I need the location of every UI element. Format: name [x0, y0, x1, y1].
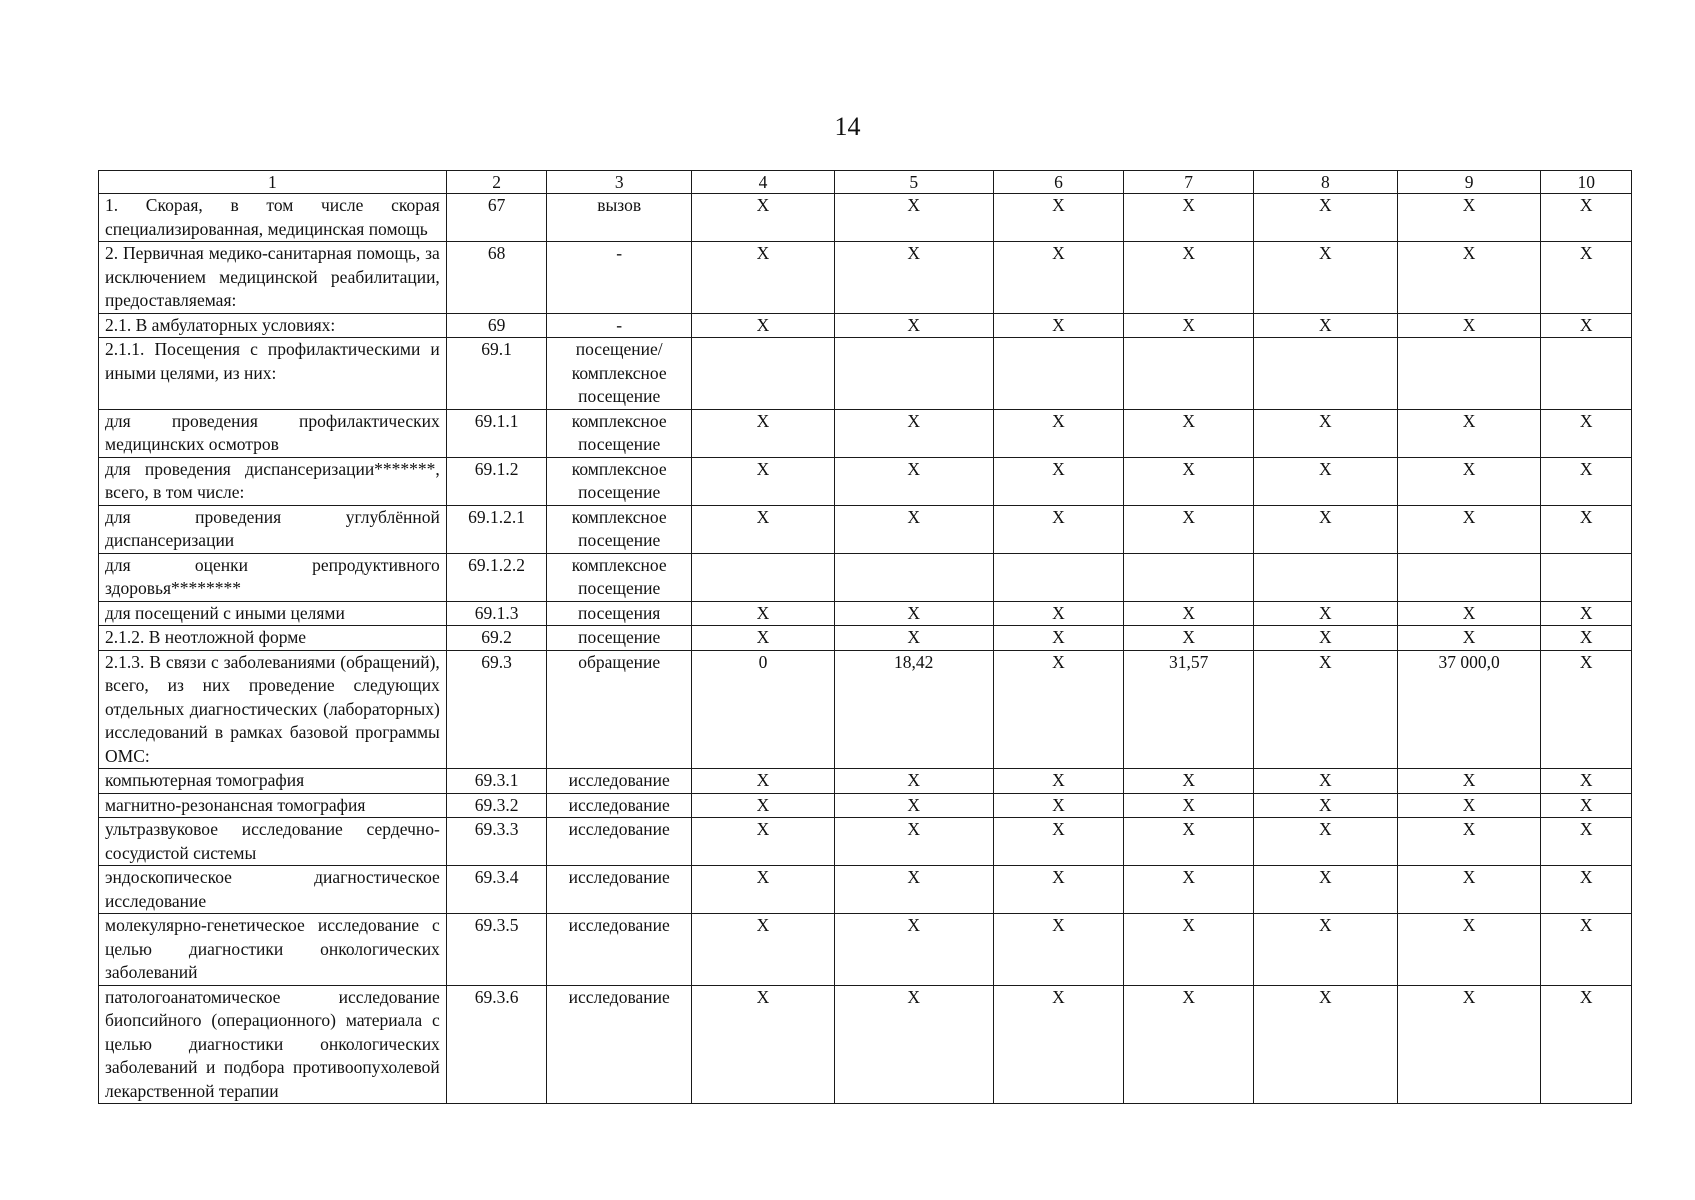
- row-value-cell: Х: [1253, 194, 1397, 242]
- row-name-cell: ультразвуковое исследование сердечно-сосудистой системы: [99, 818, 447, 866]
- row-code-cell: 69.3.2: [446, 793, 547, 818]
- row-value-cell: Х: [1124, 914, 1254, 986]
- row-value-cell: Х: [692, 313, 835, 338]
- row-name-cell: 2.1. В амбулаторных условиях:: [99, 313, 447, 338]
- row-value-cell: 31,57: [1124, 650, 1254, 769]
- row-name-cell: для посещений с иными целями: [99, 601, 447, 626]
- row-value-cell: Х: [1124, 409, 1254, 457]
- row-value-cell: Х: [1253, 601, 1397, 626]
- row-name-cell: молекулярно-генетическое исследование с целью диагностики онкологических заболеваний: [99, 914, 447, 986]
- row-value-cell: Х: [1253, 914, 1397, 986]
- row-name-cell: для проведения профилактических медицинских осмотров: [99, 409, 447, 457]
- row-code-cell: 69: [446, 313, 547, 338]
- row-unit-cell: комплексное посещение: [547, 409, 692, 457]
- row-value-cell: [834, 338, 993, 410]
- table-row: [99, 650, 1632, 769]
- row-value-cell: Х: [1541, 505, 1632, 553]
- table-row: [99, 409, 1632, 457]
- row-value-cell: Х: [692, 985, 835, 1104]
- row-value-cell: Х: [1124, 505, 1254, 553]
- column-number: 10: [1541, 171, 1632, 194]
- row-name-cell: патологоанатомическое исследование биопсийного (операционного) материала с целью диагностики онкологических заболеваний и подбора противоопухолевой лекарственной терапии: [99, 985, 447, 1104]
- row-value-cell: [1397, 553, 1541, 601]
- row-value-cell: Х: [993, 866, 1124, 914]
- row-code-cell: 68: [446, 242, 547, 314]
- row-value-cell: [1397, 338, 1541, 410]
- row-value-cell: Х: [1541, 985, 1632, 1104]
- row-value-cell: Х: [1124, 626, 1254, 651]
- table-row: [99, 793, 1632, 818]
- row-code-cell: 69.1.2.1: [446, 505, 547, 553]
- row-value-cell: Х: [1124, 818, 1254, 866]
- row-value-cell: Х: [1397, 457, 1541, 505]
- row-name-cell: 1. Скорая, в том числе скорая специализированная, медицинская помощь: [99, 194, 447, 242]
- row-value-cell: Х: [1124, 985, 1254, 1104]
- table-row: [99, 985, 1632, 1104]
- row-value-cell: Х: [1253, 242, 1397, 314]
- row-unit-cell: исследование: [547, 818, 692, 866]
- row-code-cell: 69.3.1: [446, 769, 547, 794]
- row-value-cell: Х: [1253, 769, 1397, 794]
- row-value-cell: Х: [1397, 793, 1541, 818]
- column-number: 5: [834, 171, 993, 194]
- row-unit-cell: посещения: [547, 601, 692, 626]
- row-unit-cell: исследование: [547, 793, 692, 818]
- table-row: [99, 457, 1632, 505]
- row-name-cell: для оценки репродуктивного здоровья********: [99, 553, 447, 601]
- row-value-cell: Х: [834, 914, 993, 986]
- row-unit-cell: вызов: [547, 194, 692, 242]
- row-value-cell: Х: [993, 457, 1124, 505]
- row-value-cell: [834, 553, 993, 601]
- column-number: 6: [993, 171, 1124, 194]
- table-row: [99, 601, 1632, 626]
- row-value-cell: Х: [834, 793, 993, 818]
- row-name-cell: магнитно-резонансная томография: [99, 793, 447, 818]
- row-value-cell: Х: [1397, 601, 1541, 626]
- row-value-cell: Х: [692, 769, 835, 794]
- row-value-cell: Х: [834, 866, 993, 914]
- column-number: 7: [1124, 171, 1254, 194]
- row-value-cell: Х: [692, 194, 835, 242]
- page-number: 14: [834, 112, 861, 141]
- row-name-cell: 2. Первичная медико-санитарная помощь, за исключением медицинской реабилитации, предоставляемая:: [99, 242, 447, 314]
- row-value-cell: Х: [993, 985, 1124, 1104]
- row-code-cell: 69.1.3: [446, 601, 547, 626]
- row-unit-cell: обращение: [547, 650, 692, 769]
- row-value-cell: Х: [1397, 769, 1541, 794]
- row-unit-cell: комплексное посещение: [547, 505, 692, 553]
- row-value-cell: Х: [692, 866, 835, 914]
- row-value-cell: Х: [993, 601, 1124, 626]
- row-code-cell: 69.1.1: [446, 409, 547, 457]
- row-value-cell: Х: [692, 601, 835, 626]
- row-unit-cell: комплексное посещение: [547, 457, 692, 505]
- row-unit-cell: исследование: [547, 769, 692, 794]
- row-value-cell: Х: [1397, 242, 1541, 314]
- row-value-cell: Х: [1541, 409, 1632, 457]
- row-code-cell: 69.3: [446, 650, 547, 769]
- row-value-cell: Х: [1253, 409, 1397, 457]
- row-name-cell: 2.1.1. Посещения с профилактическими и иными целями, из них:: [99, 338, 447, 410]
- table-row: [99, 553, 1632, 601]
- row-value-cell: Х: [692, 505, 835, 553]
- row-value-cell: Х: [1253, 818, 1397, 866]
- row-value-cell: Х: [1541, 866, 1632, 914]
- row-value-cell: Х: [1541, 818, 1632, 866]
- row-value-cell: Х: [1124, 769, 1254, 794]
- row-value-cell: Х: [834, 601, 993, 626]
- column-number: 3: [547, 171, 692, 194]
- row-value-cell: Х: [1253, 985, 1397, 1104]
- row-code-cell: 69.1.2.2: [446, 553, 547, 601]
- column-number: 1: [99, 171, 447, 194]
- table-row: [99, 914, 1632, 986]
- column-number: 8: [1253, 171, 1397, 194]
- row-value-cell: Х: [1397, 313, 1541, 338]
- row-unit-cell: -: [547, 242, 692, 314]
- table-row: [99, 866, 1632, 914]
- row-value-cell: Х: [834, 985, 993, 1104]
- row-unit-cell: посещение/ комплексное посещение: [547, 338, 692, 410]
- row-value-cell: Х: [1253, 650, 1397, 769]
- row-value-cell: 37 000,0: [1397, 650, 1541, 769]
- row-value-cell: Х: [692, 914, 835, 986]
- row-unit-cell: исследование: [547, 985, 692, 1104]
- row-value-cell: [1541, 553, 1632, 601]
- row-name-cell: эндоскопическое диагностическое исследование: [99, 866, 447, 914]
- row-code-cell: 69.3.4: [446, 866, 547, 914]
- row-name-cell: 2.1.2. В неотложной форме: [99, 626, 447, 651]
- column-number-row: [99, 171, 1632, 194]
- row-value-cell: Х: [993, 505, 1124, 553]
- row-code-cell: 69.3.6: [446, 985, 547, 1104]
- row-value-cell: [1541, 338, 1632, 410]
- row-value-cell: Х: [993, 650, 1124, 769]
- row-value-cell: Х: [1124, 313, 1254, 338]
- column-number: 2: [446, 171, 547, 194]
- row-value-cell: Х: [1124, 866, 1254, 914]
- row-code-cell: 69.1: [446, 338, 547, 410]
- row-value-cell: Х: [834, 242, 993, 314]
- row-unit-cell: исследование: [547, 866, 692, 914]
- row-value-cell: [1253, 338, 1397, 410]
- row-value-cell: Х: [834, 313, 993, 338]
- row-value-cell: Х: [1541, 242, 1632, 314]
- row-value-cell: Х: [1397, 818, 1541, 866]
- row-value-cell: Х: [1253, 793, 1397, 818]
- row-code-cell: 69.3.5: [446, 914, 547, 986]
- row-value-cell: Х: [1397, 409, 1541, 457]
- row-value-cell: Х: [834, 769, 993, 794]
- table-row: [99, 338, 1632, 410]
- row-value-cell: Х: [1253, 866, 1397, 914]
- row-value-cell: Х: [1124, 601, 1254, 626]
- row-name-cell: для проведения диспансеризации*******, всего, в том числе:: [99, 457, 447, 505]
- table-row: [99, 626, 1632, 651]
- row-value-cell: Х: [993, 626, 1124, 651]
- row-value-cell: 18,42: [834, 650, 993, 769]
- row-value-cell: Х: [1253, 505, 1397, 553]
- row-value-cell: Х: [692, 409, 835, 457]
- row-value-cell: Х: [1397, 866, 1541, 914]
- row-value-cell: Х: [993, 409, 1124, 457]
- row-value-cell: Х: [1541, 650, 1632, 769]
- row-name-cell: 2.1.3. В связи с заболеваниями (обращений), всего, из них проведение следующих отдельных диагностических (лабораторных) исследований в рамках базовой программы ОМС:: [99, 650, 447, 769]
- row-value-cell: Х: [1124, 457, 1254, 505]
- row-value-cell: Х: [1397, 985, 1541, 1104]
- row-code-cell: 67: [446, 194, 547, 242]
- row-value-cell: Х: [1397, 194, 1541, 242]
- row-value-cell: Х: [1397, 626, 1541, 651]
- row-value-cell: Х: [692, 793, 835, 818]
- row-value-cell: Х: [993, 242, 1124, 314]
- row-value-cell: [1124, 553, 1254, 601]
- row-value-cell: Х: [1397, 914, 1541, 986]
- row-unit-cell: комплексное посещение: [547, 553, 692, 601]
- row-value-cell: Х: [1541, 601, 1632, 626]
- row-value-cell: Х: [1253, 457, 1397, 505]
- row-value-cell: [993, 553, 1124, 601]
- row-value-cell: Х: [993, 818, 1124, 866]
- row-value-cell: Х: [834, 818, 993, 866]
- row-unit-cell: посещение: [547, 626, 692, 651]
- row-value-cell: Х: [993, 793, 1124, 818]
- row-code-cell: 69.3.3: [446, 818, 547, 866]
- row-value-cell: Х: [1124, 242, 1254, 314]
- row-value-cell: Х: [1397, 505, 1541, 553]
- row-value-cell: [1124, 338, 1254, 410]
- row-value-cell: Х: [834, 409, 993, 457]
- column-number: 4: [692, 171, 835, 194]
- row-value-cell: Х: [993, 313, 1124, 338]
- row-unit-cell: -: [547, 313, 692, 338]
- table-row: [99, 313, 1632, 338]
- row-code-cell: 69.1.2: [446, 457, 547, 505]
- column-number: 9: [1397, 171, 1541, 194]
- row-value-cell: 0: [692, 650, 835, 769]
- row-value-cell: Х: [1541, 626, 1632, 651]
- row-value-cell: Х: [993, 769, 1124, 794]
- row-value-cell: Х: [1541, 914, 1632, 986]
- row-value-cell: Х: [1253, 313, 1397, 338]
- row-value-cell: Х: [834, 626, 993, 651]
- row-value-cell: [692, 553, 835, 601]
- table-row: [99, 194, 1632, 242]
- row-name-cell: для проведения углублённой диспансеризации: [99, 505, 447, 553]
- row-value-cell: Х: [1253, 626, 1397, 651]
- table-row: [99, 242, 1632, 314]
- row-value-cell: Х: [1541, 457, 1632, 505]
- row-value-cell: Х: [692, 626, 835, 651]
- table-row: [99, 505, 1632, 553]
- table-row: [99, 818, 1632, 866]
- row-name-cell: компьютерная томография: [99, 769, 447, 794]
- row-value-cell: Х: [1541, 194, 1632, 242]
- data-table: [98, 170, 1632, 1104]
- row-value-cell: [1253, 553, 1397, 601]
- row-value-cell: Х: [692, 457, 835, 505]
- row-value-cell: Х: [1124, 793, 1254, 818]
- row-value-cell: Х: [834, 505, 993, 553]
- row-value-cell: Х: [834, 457, 993, 505]
- row-value-cell: Х: [993, 914, 1124, 986]
- table-row: [99, 769, 1632, 794]
- row-value-cell: Х: [692, 818, 835, 866]
- row-value-cell: Х: [834, 194, 993, 242]
- row-value-cell: Х: [692, 242, 835, 314]
- row-value-cell: [692, 338, 835, 410]
- row-value-cell: Х: [1541, 769, 1632, 794]
- row-value-cell: Х: [1541, 793, 1632, 818]
- row-code-cell: 69.2: [446, 626, 547, 651]
- row-value-cell: Х: [993, 194, 1124, 242]
- row-value-cell: [993, 338, 1124, 410]
- row-value-cell: Х: [1124, 194, 1254, 242]
- row-unit-cell: исследование: [547, 914, 692, 986]
- row-value-cell: Х: [1541, 313, 1632, 338]
